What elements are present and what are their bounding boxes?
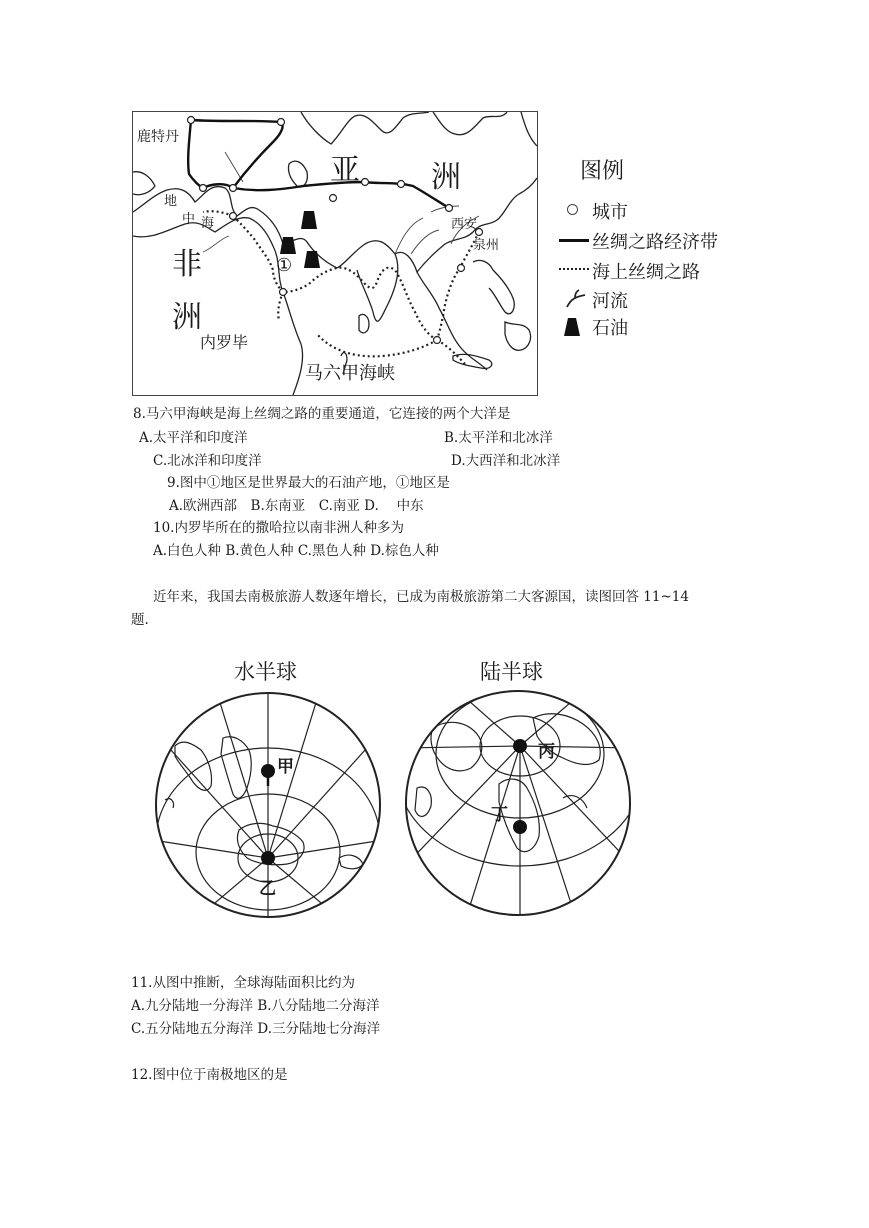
question-8: 8.马六甲海峡是海上丝绸之路的重要通道，它连接的两个大洋是 <box>133 406 511 422</box>
legend-silk-road-label: 丝绸之路经济带 <box>592 232 718 253</box>
question-8-option-b: B.太平洋和北冰洋 <box>444 430 553 446</box>
legend-sea-road-label: 海上丝绸之路 <box>592 262 700 283</box>
map-label-med-1: 地 <box>164 194 178 209</box>
question-10: 10.内罗毕所在的撒哈拉以南非洲人种多为 <box>153 520 404 536</box>
question-9-options: A.欧洲西部 B.东南亚 C.南亚 D. 中东 <box>169 498 424 514</box>
sea-road-line-icon <box>559 268 589 270</box>
legend-city-label: 城市 <box>592 202 628 223</box>
map-label-xian: 西安 <box>451 217 478 232</box>
question-11: 11.从图中推断，全球海陆面积比约为 <box>131 975 355 991</box>
map-label-asia-1: 亚 <box>330 153 360 188</box>
question-8-option-d: D.大西洋和北冰洋 <box>451 453 561 469</box>
map-label-quanzhou: 泉州 <box>473 238 500 253</box>
water-hemisphere-title: 水半球 <box>234 660 297 684</box>
legend-river-label: 河流 <box>592 291 628 312</box>
map-label-region-one: ① <box>276 255 293 276</box>
map-label-rotterdam: 鹿特丹 <box>137 129 179 145</box>
land-hemisphere-title: 陆半球 <box>480 660 543 684</box>
map-legend <box>556 152 766 342</box>
river-icon <box>565 289 587 309</box>
map-label-africa-1: 非 <box>172 247 202 282</box>
map-label-africa-2: 洲 <box>172 300 202 335</box>
question-11-options-ab: A.九分陆地一分海洋 B.八分陆地二分海洋 <box>131 998 380 1014</box>
map-label-asia-2: 洲 <box>431 160 461 195</box>
intro-line-1: 近年来，我国去南极旅游人数逐年增长，已成为南极旅游第二大客源国，读图回答 11~14 <box>153 589 689 605</box>
question-9: 9.图中①地区是世界最大的石油产地，①地区是 <box>167 475 450 491</box>
question-10-options: A.白色人种 B.黄色人种 C.黑色人种 D.棕色人种 <box>153 543 439 559</box>
marker-ding: 丁 <box>491 805 508 825</box>
marker-bing: 丙 <box>538 742 555 762</box>
marker-jia: 甲 <box>277 757 294 777</box>
map-label-nairobi: 内罗毕 <box>200 333 249 352</box>
intro-line-2: 题. <box>131 612 149 628</box>
legend-oil-label: 石油 <box>592 318 628 339</box>
question-8-option-c: C.北冰洋和印度洋 <box>153 453 262 469</box>
question-11-options-cd: C.五分陆地五分海洋 D.三分陆地七分海洋 <box>131 1021 381 1037</box>
map-label-med-3: 海 <box>201 216 215 231</box>
question-8-option-a: A.太平洋和印度洋 <box>139 430 248 446</box>
silk-road-map <box>132 111 538 396</box>
legend-title: 图例 <box>580 159 625 184</box>
question-12: 12.图中位于南极地区的是 <box>131 1067 288 1083</box>
map-label-malacca: 马六甲海峡 <box>305 363 395 384</box>
map-label-med-2: 中 <box>182 212 196 227</box>
city-icon <box>567 204 578 215</box>
silk-road-line-icon <box>559 239 589 242</box>
marker-yi: 乙 <box>259 879 276 899</box>
land-hemisphere-globe <box>403 688 633 918</box>
oil-icon <box>564 318 580 336</box>
